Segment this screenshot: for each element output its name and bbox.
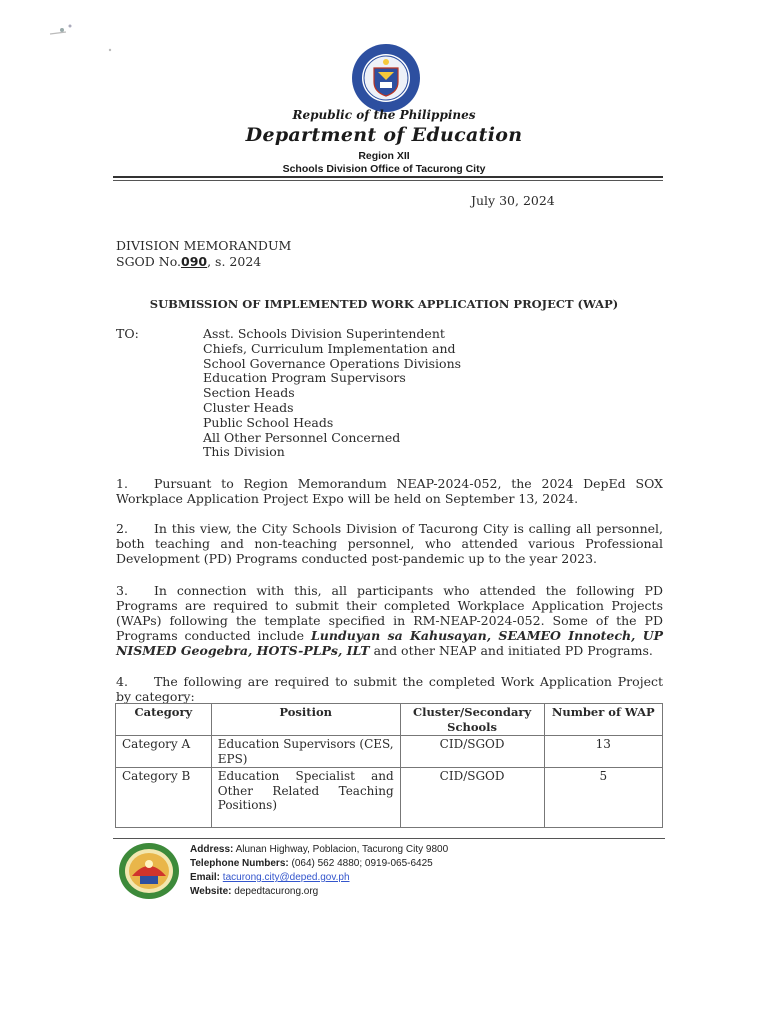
cell-category: Category A <box>116 736 212 768</box>
recipient-item: Asst. Schools Division Superintendent <box>203 326 445 341</box>
recipient-item: Chiefs, Curriculum Implementation and <box>203 340 456 356</box>
pd-programs-list: Lunduyan sa Kahusayan, SEAMEO Innotech, UP NISMED Geogebra, HOTS-PLPs, ILT <box>116 628 663 658</box>
paragraph-text: The following are required to submit the completed Work Application Project by category: <box>116 674 663 704</box>
column-header-category: Category <box>116 704 212 736</box>
footer-rule <box>113 838 665 839</box>
division-seal-icon <box>118 842 180 900</box>
phone-value: (064) 562 4880; 0919-065-6425 <box>291 858 433 869</box>
phone-label: Telephone Numbers: <box>190 858 289 869</box>
republic-line: Republic of the Philippines <box>292 108 476 122</box>
address-label: Address: <box>190 844 234 855</box>
memo-number-suffix: , s. 2024 <box>207 254 262 269</box>
paragraph-text: In this view, the City Schools Division of Tacurong City is calling all personnel, both teaching and non-teaching personnel, who attended various Professional Development (PD) Programs conducted post-pandemic up to the year 2023. <box>116 521 663 566</box>
to-label: TO: <box>116 326 139 341</box>
paragraph-number: 2. <box>116 521 128 536</box>
header-rule-thin <box>113 180 663 181</box>
column-header-number: Number of WAP <box>544 704 662 736</box>
table-row <box>116 768 663 828</box>
recipient-item: School Governance Operations Divisions <box>203 355 462 371</box>
memo-number-prefix: SGOD No. <box>116 254 182 269</box>
column-header-position: Position <box>211 704 400 736</box>
paragraph-number: 1. <box>116 476 128 491</box>
paragraph-4 <box>116 674 663 704</box>
cell-count: 13 <box>544 736 662 768</box>
paragraph-2 <box>116 521 663 566</box>
memo-number-handwritten: 090 <box>181 254 208 269</box>
paragraph-text: In connection with this, all participants who attended the following PD Programs are required to submit their completed Workplace Application Projects (WAPs) following the template specified in RM-NEAP-2024-052. Some of the PD Programs conducted include <box>116 583 663 643</box>
recipient-item: Cluster Heads <box>203 399 294 415</box>
recipient-item: Section Heads <box>203 385 295 401</box>
paragraph-number: 3. <box>116 583 128 598</box>
recipient-item: Education Program Supervisors <box>203 370 406 386</box>
cell-cluster: CID/SGOD <box>400 768 544 828</box>
paragraph-text: Pursuant to Region Memorandum NEAP-2024-052, the 2024 DepEd SOX Workplace Application Project Expo will be held on September 13, 2024. <box>116 476 663 506</box>
paragraph-1 <box>116 476 663 506</box>
email-label: Email: <box>190 872 221 883</box>
column-header-cluster: Cluster/Secondary Schools <box>400 704 544 736</box>
cell-position: Education Specialist and Other Related Teaching Positions) <box>211 768 400 828</box>
memo-number <box>116 254 261 269</box>
memo-type: DIVISION MEMORANDUM <box>116 238 292 253</box>
table-header-row <box>116 704 663 736</box>
header-rule-thick <box>113 176 663 178</box>
website-label: Website: <box>190 886 232 897</box>
deped-seal-icon <box>350 42 422 114</box>
scan-smudge <box>40 20 120 60</box>
wap-category-table <box>115 703 663 828</box>
footer-phone <box>190 857 433 871</box>
recipient-item: Public School Heads <box>203 414 334 430</box>
recipient-item: This Division <box>203 444 285 460</box>
footer-website <box>190 885 318 899</box>
cell-position: Education Supervisors (CES, EPS) <box>211 736 400 768</box>
address-value: Alunan Highway, Poblacion, Tacurong City 9800 <box>235 844 449 855</box>
recipient-item: All Other Personnel Concerned <box>203 429 401 445</box>
memo-date: July 30, 2024 <box>471 193 555 208</box>
footer-address <box>190 843 448 857</box>
paragraph-number: 4. <box>116 674 128 689</box>
email-link[interactable]: tacurong.city@deped.gov.ph <box>222 872 350 883</box>
table-row <box>116 736 663 768</box>
office-line: Schools Division Office of Tacurong City <box>282 163 486 175</box>
department-name: Department of Education <box>245 124 523 146</box>
website-value: depedtacurong.org <box>234 886 319 897</box>
paragraph-tail: and other NEAP and initiated PD Programs. <box>373 643 653 658</box>
recipient-list <box>203 326 461 459</box>
cell-category: Category B <box>116 768 212 828</box>
paragraph-3 <box>116 583 663 658</box>
cell-cluster: CID/SGOD <box>400 736 544 768</box>
memo-subject: SUBMISSION OF IMPLEMENTED WORK APPLICATION PROJECT (WAP) <box>149 297 619 311</box>
region-line: Region XII <box>358 150 410 162</box>
footer-email <box>190 871 350 885</box>
cell-count: 5 <box>544 768 662 828</box>
